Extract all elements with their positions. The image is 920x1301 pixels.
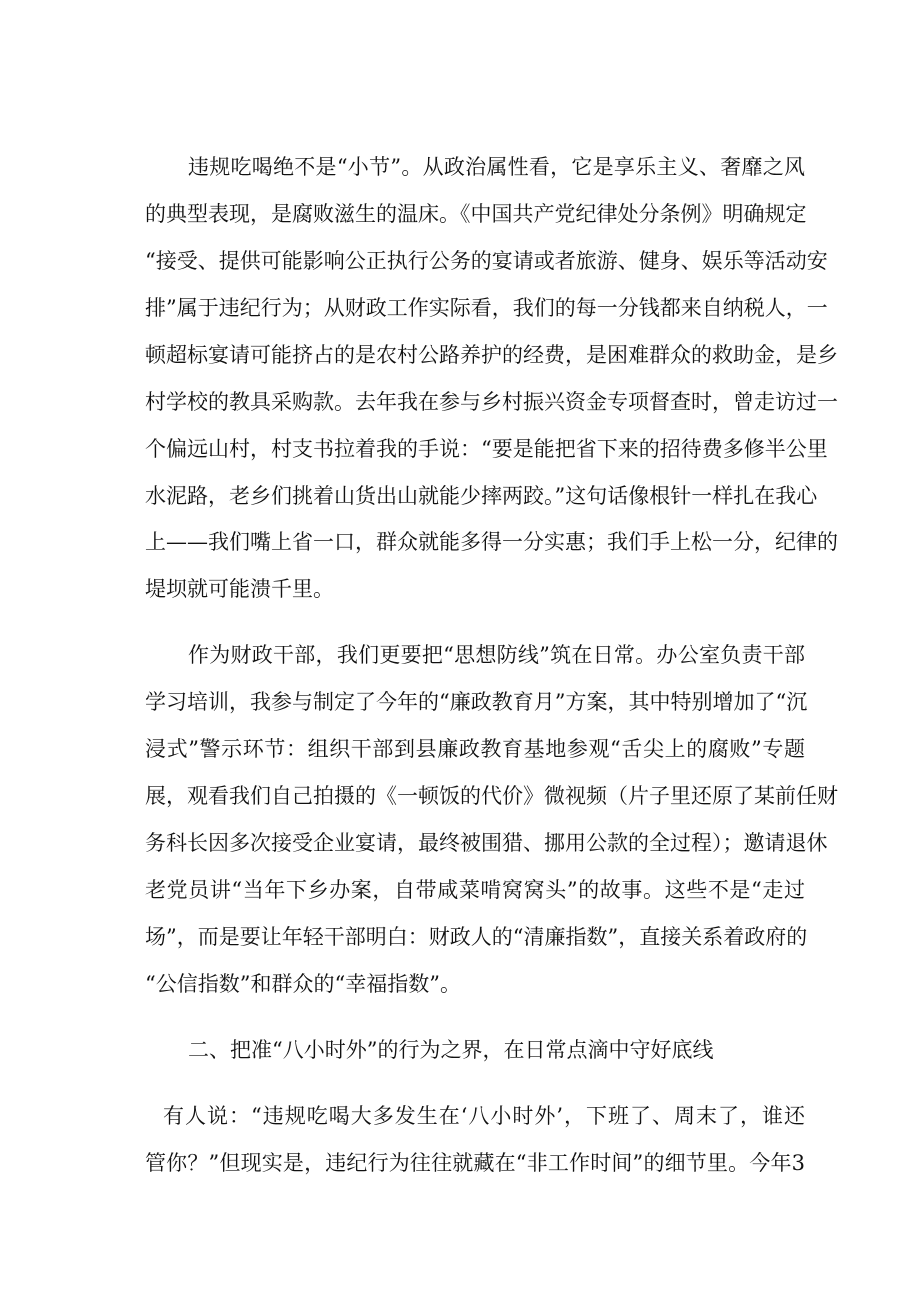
text-line: 作为财政干部，我们更要把“思想防线”筑在日常。办公室负责干部 <box>188 643 805 667</box>
text-line: 违规吃喝绝不是“小节”。从政治属性看，它是享乐主义、奢靡之风 <box>188 155 805 179</box>
text-line: 学习培训，我参与制定了今年的“廉政教育月”方案，其中特别增加了“沉 <box>145 690 808 714</box>
text-line: 的典型表现，是腐败滋生的温床。《中国共产党纪律处分条例》明确规定 <box>145 202 807 226</box>
text-line: 务科长因多次接受企业宴请，最终被围猎、挪用公款的全过程）；邀请退休 <box>145 831 828 855</box>
text-line: 水泥路，老乡们挑着山货出山就能少摔两跤。”这句话像根针一样扎在我心 <box>145 484 818 508</box>
text-line: 堤坝就可能溃千里。 <box>145 577 334 601</box>
text-line: 场”，而是要让年轻干部明白：财政人的“清廉指数”，直接关系着政府的 <box>145 925 808 949</box>
text-line: “公信指数”和群众的“幸福指数”。 <box>145 972 461 996</box>
text-line: 展，观看我们自己拍摄的《一顿饭的代价》微视频（片子里还原了某前任财 <box>145 784 838 808</box>
text-line: 村学校的教具采购款。去年我在参与乡村振兴资金专项督查时，曾走访过一 <box>145 390 838 414</box>
text-line: 个偏远山村，村支书拉着我的手说：“要是能把省下来的招待费多修半公里 <box>145 437 828 461</box>
section-heading: 二、把准“八小时外”的行为之界，在日常点滴中守好底线 <box>188 1038 714 1062</box>
text-line: 浸式”警示环节：组织干部到县廉政教育基地参观“舌尖上的腐败”专题 <box>145 737 805 761</box>
text-line: “接受、提供可能影响公正执行公务的宴请或者旅游、健身、娱乐等活动安 <box>145 249 828 273</box>
text-line: 有人说：“违规吃喝大多发生在‘八小时外’，下班了、周末了，谁还 <box>163 1104 805 1128</box>
text-line: 管你？”但现实是，违纪行为往往就藏在“非工作时间”的细节里。今年3 <box>145 1151 805 1175</box>
text-line: 上——我们嘴上省一口，群众就能多得一分实惠；我们手上松一分，纪律的 <box>145 530 838 554</box>
text-line: 老党员讲“当年下乡办案，自带咸菜啃窝窝头”的故事。这些不是“走过 <box>145 878 805 902</box>
text-line: 排”属于违纪行为；从财政工作实际看，我们的每一分钱都来自纳税人，一 <box>145 296 828 320</box>
text-line: 顿超标宴请可能挤占的是农村公路养护的经费，是困难群众的救助金，是乡 <box>145 343 838 367</box>
